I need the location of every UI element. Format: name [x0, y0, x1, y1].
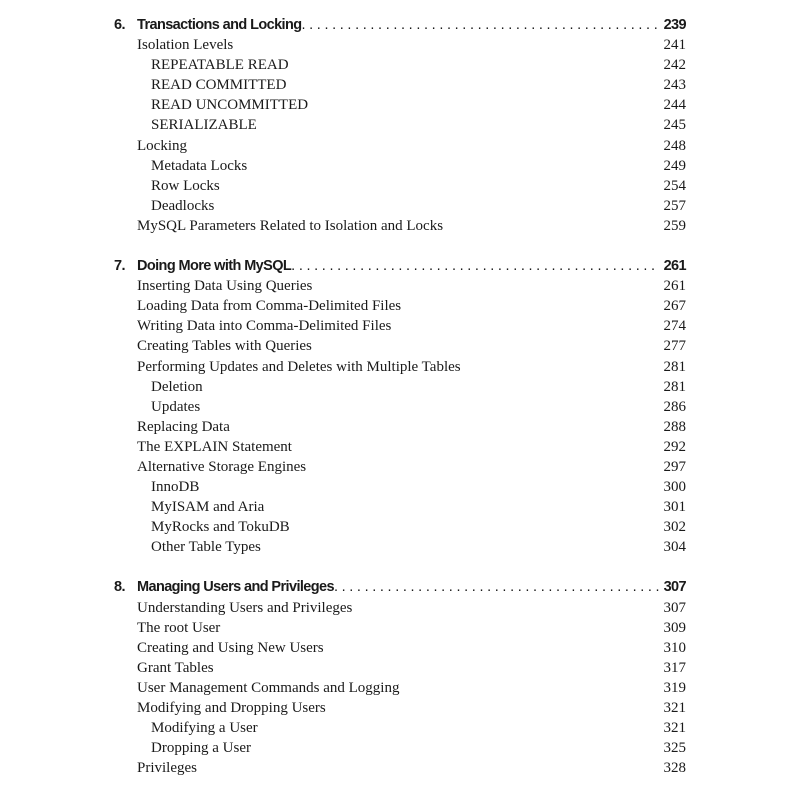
entry-label: Deletion — [151, 378, 203, 395]
chapter-7 — [0, 256, 800, 557]
toc-subsection-entry[interactable] — [0, 196, 800, 216]
toc-subsection-entry[interactable] — [0, 477, 800, 497]
table-of-contents — [0, 15, 800, 778]
entry-label: Modifying and Dropping Users — [137, 700, 326, 716]
toc-subsection-entry[interactable] — [0, 156, 800, 176]
toc-section-entry[interactable] — [0, 598, 800, 618]
toc-section-entry[interactable] — [0, 457, 800, 477]
entry-label: MySQL Parameters Related to Isolation and Locks — [137, 217, 444, 234]
entry-label: Creating and Using New Users — [137, 639, 324, 656]
chapter-8 — [0, 577, 800, 778]
entry-page-number: 257 — [663, 197, 686, 214]
chapter-title: Doing More with MySQL — [137, 258, 292, 275]
chapter-heading[interactable] — [0, 15, 800, 35]
entry-label: Grant Tables — [137, 659, 214, 676]
entry-page-number: 249 — [663, 157, 686, 174]
entry-page-number: 281 — [663, 358, 686, 375]
toc-section-entry[interactable] — [0, 618, 800, 638]
toc-section-entry[interactable] — [0, 638, 800, 658]
toc-section-entry[interactable] — [0, 296, 800, 316]
toc-subsection-entry[interactable] — [0, 377, 800, 397]
toc-section-entry[interactable] — [0, 35, 800, 55]
entry-page-number: 281 — [663, 378, 686, 395]
entry-label: SERIALIZABLE — [151, 117, 257, 134]
chapter-heading[interactable] — [0, 256, 800, 276]
toc-subsection-entry[interactable] — [0, 497, 800, 517]
toc-section-entry[interactable] — [0, 658, 800, 678]
toc-subsection-entry[interactable] — [0, 95, 800, 115]
toc-subsection-entry[interactable] — [0, 75, 800, 95]
toc-subsection-entry[interactable] — [0, 55, 800, 75]
entry-label: Locking — [137, 137, 187, 154]
entry-page-number: 288 — [663, 418, 686, 435]
entry-label: Inserting Data Using Queries — [137, 278, 313, 295]
entry-page-number: 301 — [663, 499, 686, 516]
toc-section-entry[interactable] — [0, 136, 800, 156]
entry-label: MyISAM and Aria — [151, 499, 265, 516]
entry-label: InnoDB — [151, 479, 200, 496]
entry-page-number: 277 — [663, 338, 686, 355]
entry-page-number: 328 — [663, 760, 686, 777]
toc-section-entry[interactable] — [0, 758, 800, 778]
chapter-title: Transactions and Locking — [137, 17, 302, 33]
entry-page-number: 243 — [663, 77, 686, 94]
entry-page-number: 297 — [663, 458, 686, 475]
chapter-number: 8. — [114, 579, 125, 596]
entry-page-number: 302 — [663, 519, 686, 536]
toc-subsection-entry[interactable] — [0, 718, 800, 738]
entry-page-number: 304 — [663, 539, 686, 556]
entry-page-number: 307 — [663, 599, 686, 616]
entry-label: Isolation Levels — [137, 37, 234, 54]
entry-page-number: 286 — [663, 398, 686, 415]
entry-page-number: 242 — [663, 57, 686, 74]
entry-page-number: 310 — [663, 639, 686, 656]
chapter-number: 6. — [114, 17, 125, 33]
entry-label: The EXPLAIN Statement — [137, 438, 292, 455]
toc-subsection-entry[interactable] — [0, 397, 800, 417]
toc-section-entry[interactable] — [0, 336, 800, 356]
entry-label: Metadata Locks — [151, 157, 248, 174]
toc-section-entry[interactable] — [0, 437, 800, 457]
chapter-title-leader — [137, 577, 660, 597]
entry-label: Performing Updates and Deletes with Multiple Tables — [137, 358, 461, 375]
entry-label: Modifying a User — [151, 720, 258, 737]
entry-page-number: 292 — [663, 438, 686, 455]
entry-label: Understanding Users and Privileges — [137, 599, 353, 616]
entry-label: Alternative Storage Engines — [137, 458, 307, 475]
entry-page-number: 241 — [663, 37, 686, 54]
entry-label: Deadlocks — [151, 197, 215, 214]
toc-subsection-entry[interactable] — [0, 517, 800, 537]
entry-page-number: 309 — [663, 619, 686, 636]
entry-page-number: 267 — [663, 298, 686, 315]
entry-label: Replacing Data — [137, 418, 230, 435]
chapter-page: 261 — [663, 258, 686, 275]
entry-page-number: 321 — [663, 720, 686, 737]
chapter-number: 7. — [114, 258, 125, 275]
entry-page-number: 245 — [663, 117, 686, 134]
chapter-title: Managing Users and Privileges — [137, 579, 334, 596]
entry-page-number: 244 — [663, 97, 686, 114]
entry-page-number: 259 — [663, 217, 686, 234]
entry-label: MyRocks and TokuDB — [151, 519, 290, 536]
toc-section-entry[interactable] — [0, 678, 800, 698]
toc-subsection-entry[interactable] — [0, 738, 800, 758]
entry-page-number: 317 — [663, 659, 686, 676]
entry-label: Loading Data from Comma-Delimited Files — [137, 298, 402, 315]
entry-page-number: 300 — [663, 479, 686, 496]
entry-page-number: 261 — [663, 278, 686, 295]
entry-page-number: 254 — [663, 177, 686, 194]
toc-subsection-entry[interactable] — [0, 537, 800, 557]
toc-subsection-entry[interactable] — [0, 176, 800, 196]
entry-label: User Management Commands and Logging — [137, 679, 400, 696]
entry-label: Other Table Types — [151, 539, 261, 556]
entry-label: Row Locks — [151, 177, 220, 194]
toc-section-entry[interactable] — [0, 698, 800, 718]
toc-section-entry[interactable] — [0, 316, 800, 336]
toc-section-entry[interactable] — [0, 276, 800, 296]
entry-label: Privileges — [137, 760, 197, 777]
chapter-heading[interactable] — [0, 577, 800, 597]
entry-page-number: 319 — [663, 679, 686, 696]
toc-section-entry[interactable] — [0, 216, 800, 236]
entry-label: READ COMMITTED — [151, 77, 287, 94]
entry-label: Updates — [151, 398, 201, 415]
chapter-page: 239 — [663, 17, 686, 33]
entry-label: Writing Data into Comma-Delimited Files — [137, 318, 392, 335]
chapter-6 — [0, 15, 800, 236]
entry-label: REPEATABLE READ — [151, 57, 289, 74]
entry-page-number: 321 — [663, 700, 686, 716]
entry-page-number: 248 — [663, 137, 686, 154]
chapter-page: 307 — [663, 579, 686, 596]
toc-subsection-entry[interactable] — [0, 115, 800, 135]
entry-label: Dropping a User — [151, 740, 251, 757]
entry-label: READ UNCOMMITTED — [151, 97, 309, 114]
toc-section-entry[interactable] — [0, 357, 800, 377]
entry-page-number: 325 — [663, 740, 686, 757]
chapter-title-leader — [137, 15, 660, 35]
toc-section-entry[interactable] — [0, 417, 800, 437]
entry-page-number: 274 — [663, 318, 686, 335]
entry-label: Creating Tables with Queries — [137, 338, 312, 355]
entry-label: The root User — [137, 619, 221, 636]
chapter-title-leader — [137, 256, 660, 276]
